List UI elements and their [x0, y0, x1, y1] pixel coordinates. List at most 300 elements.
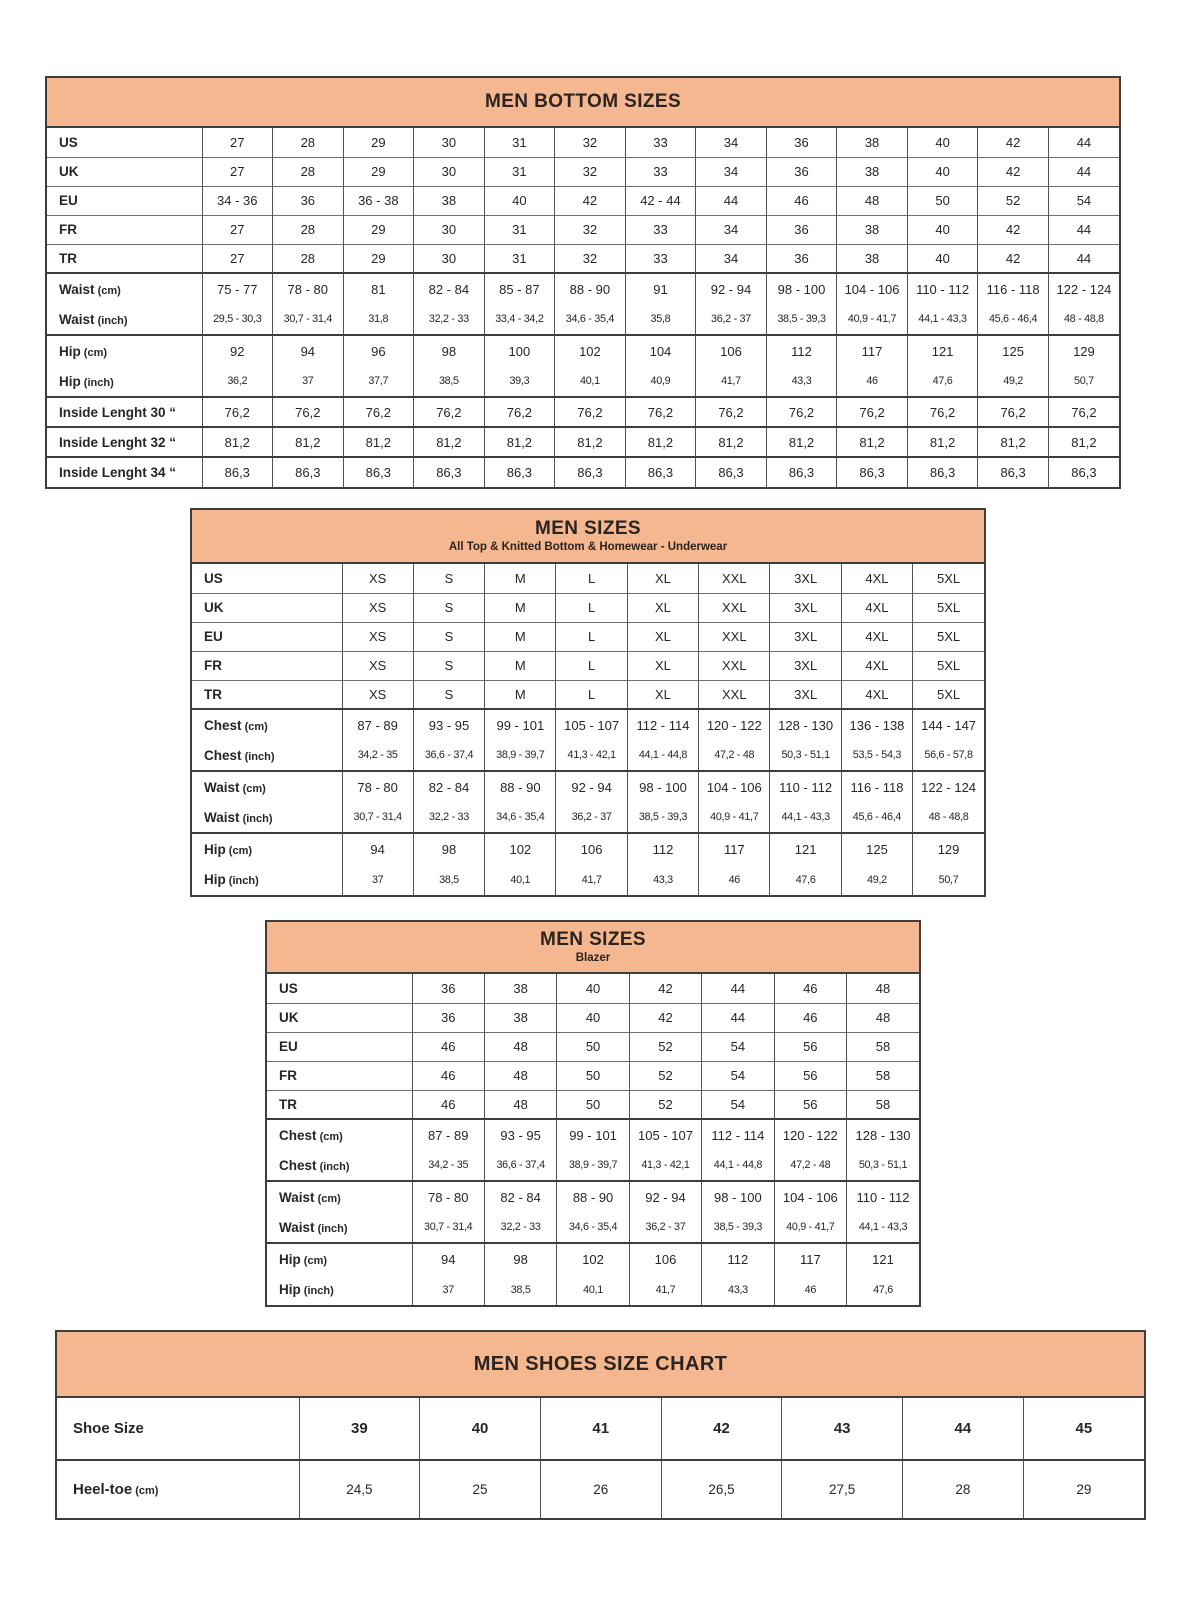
cell: 44	[696, 186, 767, 215]
cell: 34,2 - 35	[342, 740, 413, 771]
cell: 82 - 84	[413, 771, 484, 802]
table-row	[192, 680, 984, 709]
table-row	[47, 273, 1119, 304]
cell: 29	[343, 215, 414, 244]
table-row	[47, 304, 1119, 335]
table-row	[47, 335, 1119, 366]
table-row	[47, 366, 1119, 397]
cell: 33	[625, 215, 696, 244]
cell: 128 - 130	[847, 1119, 919, 1150]
table-row	[267, 1003, 919, 1032]
cell: 25	[420, 1460, 541, 1518]
row-label: EU	[267, 1032, 412, 1061]
row-label: Waist (cm)	[47, 273, 202, 304]
cell: 112 - 114	[627, 709, 698, 740]
table-row	[192, 564, 984, 593]
cell: 48	[484, 1032, 556, 1061]
table-row	[47, 128, 1119, 157]
cell: 121	[907, 335, 978, 366]
cell: 117	[774, 1243, 846, 1274]
cell: 42	[978, 215, 1049, 244]
cell: 49,2	[978, 366, 1049, 397]
cell: XL	[627, 651, 698, 680]
table-row	[47, 427, 1119, 457]
cell: 46	[766, 186, 837, 215]
cell: 48	[847, 974, 919, 1003]
men-blazer-sizes-table	[265, 920, 921, 1307]
cell: 29,5 - 30,3	[202, 304, 273, 335]
cell: 54	[1048, 186, 1119, 215]
cell: 47,2 - 48	[774, 1150, 846, 1181]
cell: 38,5	[413, 864, 484, 895]
cell: 110 - 112	[907, 273, 978, 304]
cell: 38,9 - 39,7	[557, 1150, 629, 1181]
cell: 38	[414, 186, 485, 215]
cell: 92	[202, 335, 273, 366]
cell: S	[413, 622, 484, 651]
cell: 48 - 48,8	[1048, 304, 1119, 335]
cell: 86,3	[1048, 457, 1119, 487]
cell: 31,8	[343, 304, 414, 335]
cell: 88 - 90	[557, 1181, 629, 1212]
cell: XXL	[699, 680, 770, 709]
cell: 47,6	[770, 864, 841, 895]
cell: 47,2 - 48	[699, 740, 770, 771]
cell: 48	[847, 1003, 919, 1032]
table-row	[57, 1398, 1144, 1460]
cell: 38	[837, 157, 908, 186]
row-label: Inside Lenght 32 “	[47, 427, 202, 457]
men-shoes-chart-table	[55, 1330, 1146, 1520]
cell: 46	[412, 1061, 484, 1090]
row-label-unit: (inch)	[225, 875, 259, 887]
cell: 33	[625, 157, 696, 186]
table-row	[267, 1061, 919, 1090]
row-label: Waist (inch)	[204, 809, 273, 825]
cell: 5XL	[913, 680, 984, 709]
cell: 76,2	[837, 397, 908, 427]
row-label-unit: (inch)	[300, 1285, 334, 1297]
cell: 30,7 - 31,4	[273, 304, 344, 335]
cell: 112	[766, 335, 837, 366]
cell: 92 - 94	[629, 1181, 701, 1212]
cell: 102	[555, 335, 626, 366]
cell: 99 - 101	[557, 1119, 629, 1150]
cell: 27	[202, 244, 273, 273]
cell: XS	[342, 622, 413, 651]
row-label-unit: (inch)	[239, 812, 273, 825]
table-row	[267, 1212, 919, 1243]
cell: 30,7 - 31,4	[412, 1212, 484, 1243]
table-row	[47, 186, 1119, 215]
row-label-unit: (cm)	[241, 720, 268, 733]
row-label: Hip (inch)	[204, 872, 259, 887]
cell: 46	[412, 1032, 484, 1061]
cell: 81,2	[202, 427, 273, 457]
cell: 40	[907, 244, 978, 273]
cell: 42	[978, 157, 1049, 186]
cell: 29	[343, 128, 414, 157]
cell: 76,2	[202, 397, 273, 427]
cell: 125	[841, 833, 912, 864]
cell: 35,8	[625, 304, 696, 335]
cell: 32	[555, 157, 626, 186]
cell: 41,3 - 42,1	[556, 740, 627, 771]
cell: 144 - 147	[913, 709, 984, 740]
cell: 76,2	[414, 397, 485, 427]
cell: 38,5	[484, 1274, 556, 1305]
table-row	[192, 740, 984, 771]
cell: 100	[484, 335, 555, 366]
cell: 40,9	[625, 366, 696, 397]
cell: 3XL	[770, 651, 841, 680]
cell: 40,1	[557, 1274, 629, 1305]
cell: 56,6 - 57,8	[913, 740, 984, 771]
cell: 32	[555, 128, 626, 157]
men-shoes-chart-header	[57, 1332, 1144, 1398]
cell: 36,2 - 37	[556, 802, 627, 833]
cell: 26	[540, 1460, 661, 1518]
cell: 104	[625, 335, 696, 366]
men-top-sizes-grid	[192, 564, 984, 895]
table-row	[267, 1274, 919, 1305]
cell: 54	[702, 1061, 774, 1090]
cell: 120 - 122	[774, 1119, 846, 1150]
cell: 46	[774, 1003, 846, 1032]
cell: 30	[414, 128, 485, 157]
cell: 44,1 - 44,8	[702, 1150, 774, 1181]
cell: 32,2 - 33	[414, 304, 485, 335]
cell: 40	[907, 215, 978, 244]
cell: 28	[273, 157, 344, 186]
cell: 102	[485, 833, 556, 864]
cell: 40	[557, 974, 629, 1003]
cell: 29	[343, 244, 414, 273]
cell: 38,5	[414, 366, 485, 397]
cell: XXL	[699, 593, 770, 622]
cell: 76,2	[907, 397, 978, 427]
cell: 43,3	[766, 366, 837, 397]
cell: 91	[625, 273, 696, 304]
cell: 42 - 44	[625, 186, 696, 215]
cell: 88 - 90	[485, 771, 556, 802]
cell: 41,7	[629, 1274, 701, 1305]
cell: 104 - 106	[699, 771, 770, 802]
cell: XS	[342, 651, 413, 680]
cell: 93 - 95	[413, 709, 484, 740]
cell: 106	[696, 335, 767, 366]
row-label: US	[204, 570, 223, 586]
cell: 43	[782, 1398, 903, 1460]
cell: XXL	[699, 651, 770, 680]
cell: 44,1 - 44,8	[627, 740, 698, 771]
cell: 46	[774, 1274, 846, 1305]
cell: 46	[699, 864, 770, 895]
cell: 39,3	[484, 366, 555, 397]
cell: 42	[978, 128, 1049, 157]
row-label: US	[59, 134, 78, 150]
cell: 27	[202, 128, 273, 157]
cell: 86,3	[907, 457, 978, 487]
cell: 81,2	[907, 427, 978, 457]
cell: 129	[913, 833, 984, 864]
cell: 34	[696, 215, 767, 244]
cell: 37,7	[343, 366, 414, 397]
row-label: UK	[192, 593, 342, 622]
cell: 27,5	[782, 1460, 903, 1518]
cell: L	[556, 680, 627, 709]
cell: 81,2	[273, 427, 344, 457]
table-row	[192, 833, 984, 864]
cell: 27	[202, 157, 273, 186]
cell: 38	[837, 244, 908, 273]
cell: 34,6 - 35,4	[557, 1212, 629, 1243]
cell: 81,2	[837, 427, 908, 457]
cell: 36,6 - 37,4	[413, 740, 484, 771]
cell: 40	[557, 1003, 629, 1032]
cell: 110 - 112	[770, 771, 841, 802]
cell: 81,2	[484, 427, 555, 457]
cell: 112	[627, 833, 698, 864]
cell: 40,9 - 41,7	[837, 304, 908, 335]
cell: 38	[837, 128, 908, 157]
cell: 42	[661, 1398, 782, 1460]
cell: 76,2	[555, 397, 626, 427]
cell: 32,2 - 33	[484, 1212, 556, 1243]
cell: 30	[414, 244, 485, 273]
cell: 4XL	[841, 680, 912, 709]
cell: 38,5 - 39,3	[627, 802, 698, 833]
cell: 50	[907, 186, 978, 215]
cell: 86,3	[555, 457, 626, 487]
cell: 81	[343, 273, 414, 304]
cell: 106	[556, 833, 627, 864]
row-label: Waist (inch)	[279, 1219, 348, 1235]
cell: 3XL	[770, 680, 841, 709]
cell: 81,2	[343, 427, 414, 457]
row-label: UK	[47, 157, 202, 186]
cell: 38	[484, 974, 556, 1003]
table-row	[47, 244, 1119, 273]
cell: 44	[903, 1398, 1024, 1460]
cell: 106	[629, 1243, 701, 1274]
row-label: Waist (inch)	[59, 311, 128, 327]
row-label: FR	[47, 215, 202, 244]
row-label-unit: (cm)	[316, 1130, 343, 1143]
row-label: EU	[192, 622, 342, 651]
men-blazer-sizes-grid	[267, 974, 919, 1305]
cell: M	[485, 564, 556, 593]
cell: 44	[1048, 244, 1119, 273]
row-label-unit: (inch)	[94, 314, 128, 327]
cell: 44	[702, 974, 774, 1003]
cell: XL	[627, 564, 698, 593]
cell: 46	[837, 366, 908, 397]
table-row	[267, 1032, 919, 1061]
cell: 93 - 95	[484, 1119, 556, 1150]
cell: 24,5	[299, 1460, 420, 1518]
cell: 86,3	[484, 457, 555, 487]
cell: 36	[412, 974, 484, 1003]
cell: 120 - 122	[699, 709, 770, 740]
cell: 98 - 100	[627, 771, 698, 802]
men-bottom-sizes-table	[45, 76, 1121, 489]
cell: 58	[847, 1061, 919, 1090]
table-row	[192, 651, 984, 680]
cell: 44	[1048, 128, 1119, 157]
cell: 36	[766, 215, 837, 244]
cell: 85 - 87	[484, 273, 555, 304]
row-label: Shoe Size	[73, 1420, 144, 1437]
cell: 48	[484, 1061, 556, 1090]
cell: 44,1 - 43,3	[847, 1212, 919, 1243]
cell: 42	[555, 186, 626, 215]
cell: 86,3	[273, 457, 344, 487]
cell: 31	[484, 215, 555, 244]
cell: 39	[299, 1398, 420, 1460]
cell: M	[485, 622, 556, 651]
cell: L	[556, 651, 627, 680]
table-row	[192, 622, 984, 651]
cell: 36	[412, 1003, 484, 1032]
cell: 48	[837, 186, 908, 215]
cell: 86,3	[625, 457, 696, 487]
cell: 41,3 - 42,1	[629, 1150, 701, 1181]
cell: 96	[343, 335, 414, 366]
cell: 5XL	[913, 564, 984, 593]
cell: 52	[629, 1090, 701, 1119]
cell: 94	[342, 833, 413, 864]
cell: 129	[1048, 335, 1119, 366]
cell: 3XL	[770, 622, 841, 651]
cell: 40,1	[485, 864, 556, 895]
cell: 75 - 77	[202, 273, 273, 304]
cell: 50,3 - 51,1	[847, 1150, 919, 1181]
cell: 49,2	[841, 864, 912, 895]
cell: 87 - 89	[412, 1119, 484, 1150]
cell: 30	[414, 215, 485, 244]
cell: 34 - 36	[202, 186, 273, 215]
table-row	[192, 709, 984, 740]
row-label: Waist (cm)	[267, 1181, 412, 1212]
cell: 32	[555, 215, 626, 244]
cell: 104 - 106	[837, 273, 908, 304]
table-row	[267, 1090, 919, 1119]
cell: 98	[484, 1243, 556, 1274]
cell: 4XL	[841, 651, 912, 680]
cell: 29	[343, 157, 414, 186]
cell: 78 - 80	[412, 1181, 484, 1212]
cell: 105 - 107	[556, 709, 627, 740]
cell: S	[413, 564, 484, 593]
cell: 45	[1023, 1398, 1144, 1460]
cell: 4XL	[841, 593, 912, 622]
table-row	[192, 593, 984, 622]
cell: 46	[412, 1090, 484, 1119]
cell: 5XL	[913, 622, 984, 651]
cell: 102	[557, 1243, 629, 1274]
cell: XL	[627, 593, 698, 622]
table-title: MEN SHOES SIZE CHART	[473, 1352, 728, 1375]
cell: 43,3	[702, 1274, 774, 1305]
cell: 34	[696, 128, 767, 157]
cell: 36,6 - 37,4	[484, 1150, 556, 1181]
cell: 3XL	[770, 593, 841, 622]
cell: 112	[702, 1243, 774, 1274]
cell: 32	[555, 244, 626, 273]
cell: 112 - 114	[702, 1119, 774, 1150]
row-label: Chest (inch)	[279, 1157, 350, 1173]
cell: 117	[699, 833, 770, 864]
cell: S	[413, 651, 484, 680]
cell: XXL	[699, 564, 770, 593]
row-label-unit: (cm)	[225, 844, 253, 857]
cell: 38	[837, 215, 908, 244]
cell: 46	[774, 974, 846, 1003]
table-row	[192, 802, 984, 833]
men-shoes-chart-grid	[57, 1398, 1144, 1518]
cell: 41,7	[556, 864, 627, 895]
cell: 56	[774, 1032, 846, 1061]
cell: 76,2	[978, 397, 1049, 427]
men-top-sizes-table	[190, 508, 986, 897]
table-row	[267, 1243, 919, 1274]
cell: 36,2	[202, 366, 273, 397]
cell: 76,2	[625, 397, 696, 427]
cell: 122 - 124	[1048, 273, 1119, 304]
table-row	[47, 157, 1119, 186]
cell: 36	[766, 157, 837, 186]
cell: 31	[484, 157, 555, 186]
cell: 82 - 84	[414, 273, 485, 304]
cell: 104 - 106	[774, 1181, 846, 1212]
cell: 76,2	[484, 397, 555, 427]
cell: 40	[420, 1398, 541, 1460]
row-label: Inside Lenght 34 “	[47, 457, 202, 487]
cell: L	[556, 622, 627, 651]
row-label-unit: (cm)	[239, 782, 266, 795]
cell: 36 - 38	[343, 186, 414, 215]
men-bottom-sizes-header	[47, 78, 1119, 128]
cell: 110 - 112	[847, 1181, 919, 1212]
table-row	[47, 397, 1119, 427]
cell: 98	[414, 335, 485, 366]
cell: 28	[273, 215, 344, 244]
cell: XS	[342, 680, 413, 709]
cell: 50,3 - 51,1	[770, 740, 841, 771]
cell: 27	[202, 215, 273, 244]
cell: 50	[557, 1090, 629, 1119]
cell: 33	[625, 244, 696, 273]
row-label: Hip (cm)	[192, 833, 342, 864]
cell: 45,6 - 46,4	[841, 802, 912, 833]
cell: S	[413, 593, 484, 622]
table-row	[47, 457, 1119, 487]
cell: 28	[273, 244, 344, 273]
cell: 81,2	[555, 427, 626, 457]
cell: 38,5 - 39,3	[702, 1212, 774, 1243]
cell: 58	[847, 1032, 919, 1061]
cell: 86,3	[766, 457, 837, 487]
cell: 36	[273, 186, 344, 215]
cell: 50,7	[1048, 366, 1119, 397]
cell: 47,6	[907, 366, 978, 397]
row-label: UK	[267, 1003, 412, 1032]
row-label: US	[279, 980, 298, 996]
cell: 3XL	[770, 564, 841, 593]
cell: 86,3	[414, 457, 485, 487]
cell: 50	[557, 1032, 629, 1061]
